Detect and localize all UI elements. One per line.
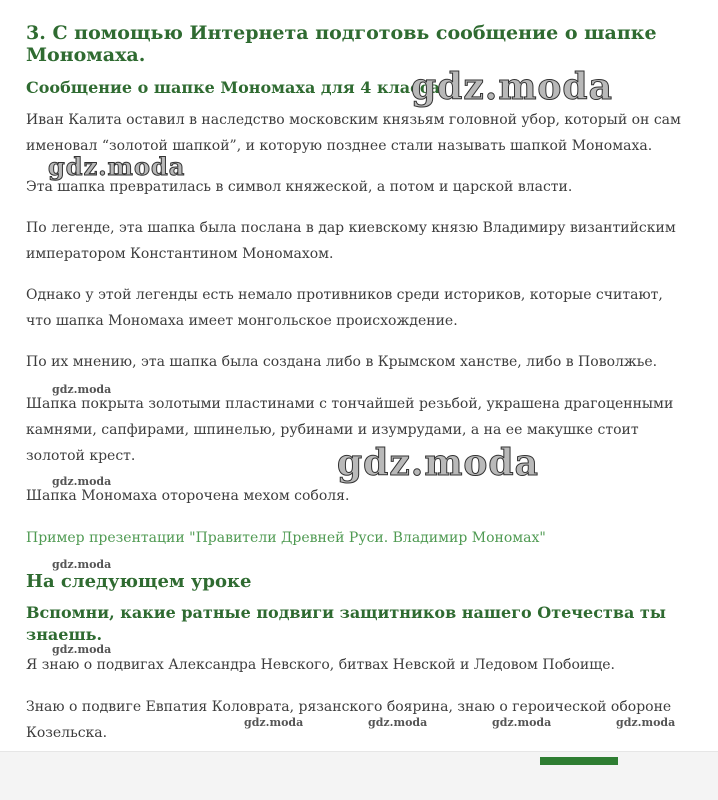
watermark: gdz.moda: [52, 383, 112, 396]
watermark: gdz.moda: [48, 152, 186, 181]
bottom-bar-button[interactable]: [540, 757, 618, 765]
paragraph: Шапка покрыта золотыми пластинами с тончайшей резьбой, украшена драгоценными камнями, сапфирами, шпинелью, рубинами и изумрудами, а на ее макушке стоит золотой крест.: [26, 396, 674, 464]
paragraph: По легенде, эта шапка была послана в дар киевскому князю Владимиру византийским императором Константином Мономахом.: [26, 220, 676, 262]
watermark: gdz.moda: [368, 716, 428, 729]
paragraph: Иван Калита оставил в наследство московским князьям головной убор, который он сам именовал “золотой шапкой”, и которую позднее стали называть шапкой Мономаха.: [26, 112, 681, 154]
watermark: gdz.moda: [52, 558, 112, 571]
paragraph: Шапка Мономаха оторочена мехом соболя.: [26, 488, 350, 504]
watermark: gdz.moda: [337, 442, 539, 484]
presentation-link[interactable]: Пример презентации "Правители Древней Руси. Владимир Мономах": [26, 530, 546, 546]
paragraph: Эта шапка превратилась в символ княжеской, а потом и царской власти.: [26, 179, 573, 195]
watermark: gdz.moda: [244, 716, 304, 729]
next-lesson-heading: На следующем уроке: [26, 571, 252, 592]
watermark: gdz.moda: [52, 643, 112, 656]
watermark: gdz.moda: [411, 66, 613, 108]
watermark: gdz.moda: [52, 475, 112, 488]
task-heading: 3. С помощью Интернета подготовь сообщение о шапке Мономаха.: [26, 22, 657, 66]
watermark: gdz.moda: [616, 716, 676, 729]
answer-paragraph: Я знаю о подвигах Александра Невского, битвах Невской и Ледовом Побоище.: [26, 657, 615, 673]
question-heading: Вспомни, какие ратные подвиги защитников нашего Отечества ты знаешь.: [26, 603, 666, 644]
paragraph: По их мнению, эта шапка была создана либо в Крымском ханстве, либо в Поволжье.: [26, 354, 658, 370]
answer-paragraph: Знаю о подвиге Евпатия Коловрата, рязанского боярина, знаю о героической обороне Козельска.: [26, 699, 672, 741]
paragraph: Однако у этой легенды есть немало противников среди историков, которые считают, что шапка Мономаха имеет монгольское происхождение.: [26, 287, 663, 329]
watermark: gdz.moda: [492, 716, 552, 729]
message-heading: Сообщение о шапке Мономаха для 4 класса: [26, 78, 440, 97]
